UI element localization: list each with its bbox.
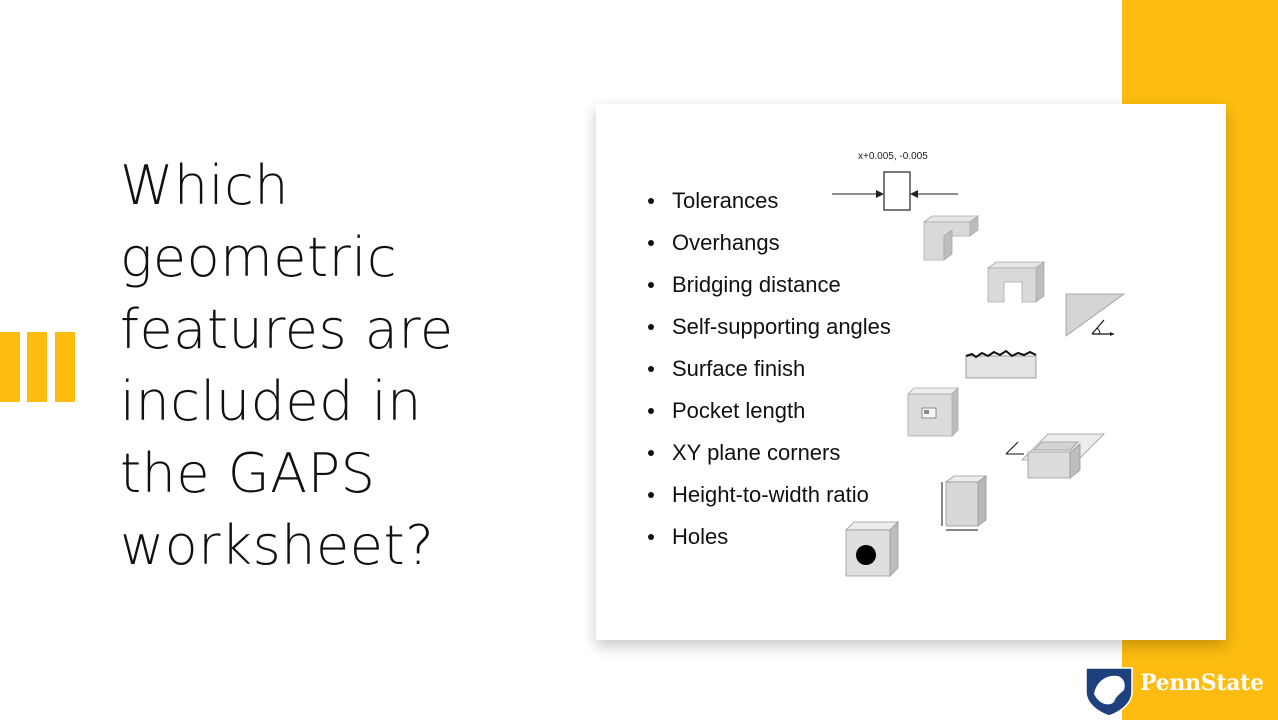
- title-line: included in: [120, 370, 422, 433]
- list-item: Bridging distance: [646, 264, 891, 306]
- slide-title: [120, 150, 540, 582]
- list-item: Tolerances: [646, 180, 891, 222]
- bridge-icon: [986, 260, 1048, 306]
- list-item: Pocket length: [646, 390, 891, 432]
- title-line: the GAPS: [120, 442, 376, 505]
- title-line: Which: [120, 154, 290, 217]
- nittany-lion-shield-icon: [1084, 664, 1134, 716]
- list-item: Holes: [646, 516, 891, 558]
- tolerance-icon: [832, 168, 962, 216]
- feature-list: [646, 180, 891, 558]
- angle-icon: [1064, 292, 1126, 342]
- pocket-icon: [906, 386, 960, 438]
- list-item: Height-to-width ratio: [646, 474, 891, 516]
- surface-finish-icon: [964, 348, 1038, 380]
- brand-wordmark: PennState: [1140, 670, 1264, 696]
- list-item: Self-supporting angles: [646, 306, 891, 348]
- height-width-icon: [936, 474, 992, 542]
- title-line: features are: [120, 298, 454, 361]
- list-item: Overhangs: [646, 222, 891, 264]
- xy-corner-icon: [1004, 430, 1108, 482]
- list-item: Surface finish: [646, 348, 891, 390]
- hole-icon: [844, 520, 900, 578]
- title-line: worksheet?: [120, 514, 435, 577]
- feature-card: [596, 104, 1226, 640]
- overhang-icon: [922, 214, 982, 264]
- tolerance-label: x+0.005, -0.005: [858, 151, 928, 162]
- title-line: geometric: [120, 226, 398, 289]
- list-item: XY plane corners: [646, 432, 891, 474]
